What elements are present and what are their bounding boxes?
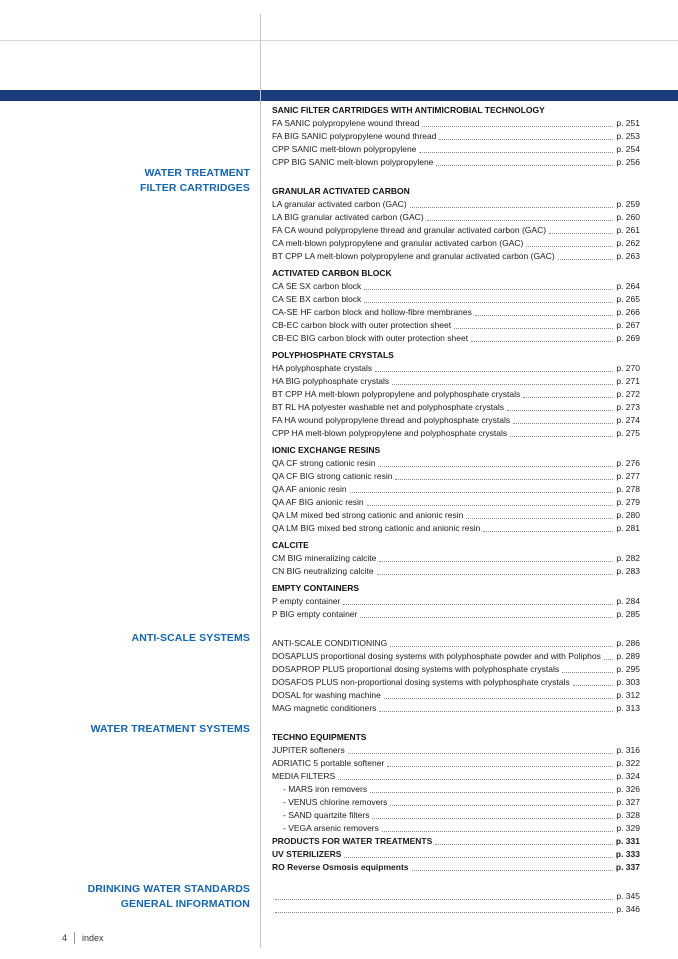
toc-item[interactable] [272,237,640,250]
sidebar-label-line: FILTER CARTRIDGES [139,181,250,194]
toc-item-page: p. 345 [616,891,640,901]
toc-item-label: QA LM mixed bed strong cationic and anionic resin [272,510,464,520]
dotted-leader [526,246,613,247]
toc-item[interactable] [272,903,640,916]
toc-group [272,890,640,916]
toc-item-page: p. 324 [616,771,640,781]
toc-item-label: FA BIG SANIC polypropylene wound thread [272,131,437,141]
toc-item-page: p. 313 [616,703,640,713]
toc-item-page: p. 303 [616,677,640,687]
toc-group [272,267,640,345]
dotted-leader [435,844,613,845]
toc-item-label: HA polyphosphate crystals [272,363,373,373]
toc-group [272,185,640,263]
toc-item-page: p. 278 [616,484,640,494]
toc-item-page: p. 328 [616,810,640,820]
toc-item[interactable] [272,470,640,483]
toc-item[interactable] [272,332,640,345]
toc-item[interactable] [272,822,640,835]
toc-item-page: p. 262 [616,238,640,248]
toc-item[interactable] [272,143,640,156]
toc [272,104,640,916]
dotted-leader [390,805,613,806]
dotted-leader [475,315,614,316]
dotted-leader [427,220,614,221]
toc-item[interactable] [272,496,640,509]
dotted-leader [558,259,614,260]
toc-item[interactable] [272,890,640,903]
toc-group [272,731,640,874]
footer-separator [74,932,75,944]
toc-item-page: p. 285 [616,609,640,619]
toc-group [272,582,640,621]
toc-group-header: GRANULAR ACTIVATED CARBON [272,186,410,196]
toc-item[interactable] [272,224,640,237]
toc-item-page: p. 326 [616,784,640,794]
toc-item-label: - VENUS chlorine removers [283,797,388,807]
toc-item[interactable] [272,306,640,319]
toc-item-page: p. 256 [616,157,640,167]
dotted-leader [436,165,613,166]
toc-item-page: p. 327 [616,797,640,807]
toc-item-page: p. 253 [616,131,640,141]
toc-item-label: CPP SANIC melt-blown polypropylene [272,144,417,154]
toc-item[interactable] [272,293,640,306]
dotted-leader [364,302,613,303]
footer-index-label: index [82,933,104,943]
toc-item-label: DOSAPLUS proportional dosing systems with polyphosphate powder and with Poliphos [272,651,601,661]
dotted-leader [350,492,614,493]
toc-group-header: TECHNO EQUIPMENTS [272,732,367,742]
toc-item[interactable] [272,427,640,440]
toc-item-page: p. 269 [616,333,640,343]
dotted-leader [378,466,613,467]
toc-item-page: p. 274 [616,415,640,425]
toc-item[interactable] [272,676,640,689]
toc-item-page: p. 277 [616,471,640,481]
header-accent-bar [0,90,678,101]
toc-item[interactable] [272,483,640,496]
dotted-leader [387,766,613,767]
toc-group-header: EMPTY CONTAINERS [272,583,360,593]
toc-item-label: CA SE SX carbon block [272,281,362,291]
toc-item[interactable] [272,401,640,414]
toc-item[interactable] [272,457,640,470]
toc-item-label: QA CF strong cationic resin [272,458,376,468]
dotted-leader [562,672,613,673]
toc-item-label: DOSAFOS PLUS non-proportional dosing systems with polyphosphate crystals [272,677,570,687]
toc-item[interactable] [272,414,640,427]
toc-item-label: P BIG empty container [272,609,358,619]
toc-item-label: QA LM BIG mixed bed strong cationic and anionic resin [272,523,481,533]
dotted-leader [549,233,613,234]
dotted-leader [410,207,614,208]
toc-item-label: MEDIA FILTERS [272,771,336,781]
toc-item-label: CA SE BX carbon block [272,294,362,304]
toc-item-page: p. 280 [616,510,640,520]
toc-item[interactable] [272,848,640,861]
toc-group [272,104,640,169]
toc-group-header: CALCITE [272,540,309,550]
toc-group-header: SANIC FILTER CARTRIDGES WITH ANTIMICROBIAL TECHNOLOGY [272,105,545,115]
toc-item-page: p. 329 [616,823,640,833]
toc-item-page: p. 260 [616,212,640,222]
toc-group [272,539,640,578]
footer-page-number: 4 [62,933,68,943]
toc-item-page: p. 331 [615,836,640,846]
toc-item[interactable] [272,375,640,388]
toc-item-label: CB-EC BIG carbon block with outer protection sheet [272,333,469,343]
sidebar-label-line: ANTI-SCALE SYSTEMS [131,632,250,644]
toc-item-label: BT CPP LA melt-blown polypropylene and granular activated carbon (GAC) [272,251,555,261]
toc-item-page: p. 284 [616,596,640,606]
dotted-leader [384,698,614,699]
toc-item-label: QA AF BIG anionic resin [272,497,364,507]
toc-item-page: p. 265 [616,294,640,304]
toc-item-page: p. 273 [616,402,640,412]
sidebar-label-line: WATER TREATMENT SYSTEMS [90,723,250,735]
toc-item-label: CA-SE HF carbon block and hollow-fibre membranes [272,307,472,317]
toc-item-page: p. 346 [616,904,640,914]
toc-item[interactable] [272,770,640,783]
toc-item[interactable] [272,783,640,796]
toc-item-label: FA CA wound polypropylene thread and granular activated carbon (GAC) [272,225,547,235]
toc-item-page: p. 271 [616,376,640,386]
toc-item[interactable] [272,565,640,578]
toc-item[interactable] [272,650,640,663]
toc-item-page: p. 266 [616,307,640,317]
toc-item-page: p. 283 [616,566,640,576]
toc-item-label: QA CF BIG strong cationic resin [272,471,393,481]
toc-item[interactable] [272,637,640,650]
toc-item-label: - MARS iron removers [283,784,368,794]
dotted-leader [375,371,613,372]
dotted-leader [510,436,613,437]
dotted-leader [390,646,613,647]
toc-item-label: BT CPP HA melt-blown polypropylene and polyphosphate crystals [272,389,521,399]
toc-item-page: p. 276 [616,458,640,468]
toc-group-header: ACTIVATED CARBON BLOCK [272,268,392,278]
sidebar-label-water-treatment-systems [91,722,250,737]
dotted-leader [379,711,613,712]
toc-item[interactable] [272,835,640,848]
toc-item-page: p. 295 [616,664,640,674]
dotted-leader [454,328,613,329]
toc-item[interactable] [272,663,640,676]
toc-item-page: p. 251 [616,118,640,128]
dotted-leader [367,505,614,506]
toc-item[interactable] [272,861,640,874]
top-divider-line [0,40,678,41]
dotted-leader [483,531,613,532]
toc-item-page: p. 261 [616,225,640,235]
dotted-leader [523,397,613,398]
sidebar-label-drinking-water-standards-general-information [88,882,250,911]
page-footer [62,932,104,944]
toc-item[interactable] [272,117,640,130]
dotted-leader [275,899,613,900]
toc-item-label: JUPITER softeners [272,745,345,755]
toc-item-page: p. 263 [616,251,640,261]
toc-item[interactable] [272,702,640,715]
toc-item-label: - VEGA arsenic removers [283,823,379,833]
sidebar-label-anti-scale-systems [132,631,250,646]
dotted-leader [604,659,614,660]
dotted-leader [513,423,613,424]
toc-item-label: DOSAPROP PLUS proportional dosing systems with polyphosphate crystals [272,664,560,674]
toc-item-label: CA melt-blown polypropylene and granular activated carbon (GAC) [272,238,524,248]
toc-item-label: DOSAL for washing machine [272,690,381,700]
toc-item-label: LA BIG granular activated carbon (GAC) [272,212,424,222]
dotted-leader [471,341,613,342]
toc-group [272,444,640,535]
toc-group [272,349,640,440]
toc-item-label: MAG magnetic conditioners [272,703,377,713]
toc-item[interactable] [272,522,640,535]
toc-item[interactable] [272,280,640,293]
dotted-leader [338,779,613,780]
toc-item[interactable] [272,388,640,401]
sidebar-label-line: DRINKING WATER STANDARDS [87,883,250,895]
toc-item-label: P empty container [272,596,341,606]
dotted-leader [377,574,614,575]
toc-item-page: p. 312 [616,690,640,700]
sidebar-label-water-treatment-filter-cartridges [140,166,250,195]
toc-item-page: p. 333 [615,849,640,859]
dotted-leader [372,818,613,819]
toc-item-page: p. 289 [616,651,640,661]
toc-item[interactable] [272,362,640,375]
toc-item[interactable] [272,156,640,169]
toc-item-label: HA BIG polyphosphate crystals [272,376,390,386]
toc-item-label: CPP HA melt-blown polypropylene and polyphosphate crystals [272,428,508,438]
toc-item-page: p. 337 [615,862,640,872]
dotted-leader [507,410,613,411]
toc-item[interactable] [272,509,640,522]
dotted-leader [573,685,614,686]
toc-item-page: p. 259 [616,199,640,209]
toc-group-header: IONIC EXCHANGE RESINS [272,445,381,455]
dotted-leader [422,126,613,127]
dotted-leader [382,831,613,832]
dotted-leader [343,604,613,605]
toc-item-label: ANTI-SCALE CONDITIONING [272,638,388,648]
toc-item-label: CB-EC carbon block with outer protection sheet [272,320,452,330]
toc-item-label: QA AF anionic resin [272,484,347,494]
dotted-leader [439,139,613,140]
dotted-leader [344,857,612,858]
dotted-leader [370,792,613,793]
toc-item-label: FA SANIC polypropylene wound thread [272,118,420,128]
toc-item-page: p. 286 [616,638,640,648]
toc-item-label: LA granular activated carbon (GAC) [272,199,407,209]
dotted-leader [379,561,613,562]
toc-item[interactable] [272,757,640,770]
toc-item[interactable] [272,809,640,822]
toc-item[interactable] [272,689,640,702]
toc-item[interactable] [272,744,640,757]
toc-item-label: UV STERILIZERS [272,849,342,859]
toc-item[interactable] [272,796,640,809]
toc-item[interactable] [272,595,640,608]
toc-item-label: CPP BIG SANIC melt-blown polypropylene [272,157,434,167]
toc-item-page: p. 267 [616,320,640,330]
dotted-leader [412,870,613,871]
dotted-leader [395,479,613,480]
dotted-leader [392,384,613,385]
toc-item[interactable] [272,319,640,332]
dotted-leader [466,518,613,519]
toc-item[interactable] [272,608,640,621]
toc-item-label: CN BIG neutralizing calcite [272,566,374,576]
toc-item-label: RO Reverse Osmosis equipments [272,862,409,872]
toc-item[interactable] [272,130,640,143]
dotted-leader [360,617,613,618]
toc-item[interactable] [272,552,640,565]
toc-item-page: p. 272 [616,389,640,399]
toc-group [272,637,640,715]
column-divider-line [260,14,261,948]
toc-item-label: ADRIATIC 5 portable softener [272,758,385,768]
toc-item-page: p. 270 [616,363,640,373]
toc-item-page: p. 264 [616,281,640,291]
toc-group-header: POLYPHOSPHATE CRYSTALS [272,350,394,360]
toc-item-label: BT RL HA polyester washable net and polyphosphate crystals [272,402,504,412]
toc-item[interactable] [272,211,640,224]
dotted-leader [348,753,614,754]
toc-item[interactable] [272,250,640,263]
dotted-leader [364,289,613,290]
toc-item-page: p. 322 [616,758,640,768]
toc-item-page: p. 281 [616,523,640,533]
toc-item[interactable] [272,198,640,211]
toc-item-label: CM BIG mineralizing calcite [272,553,377,563]
dotted-leader [419,152,613,153]
sidebar-label-line: WATER TREATMENT [144,167,250,179]
toc-item-page: p. 279 [616,497,640,507]
toc-item-label: - SAND quartzite filters [283,810,370,820]
toc-item-page: p. 275 [616,428,640,438]
sidebar-label-line: GENERAL INFORMATION [120,897,250,910]
toc-item-label: PRODUCTS FOR WATER TREATMENTS [272,836,433,846]
toc-item-page: p. 282 [616,553,640,563]
toc-item-page: p. 254 [616,144,640,154]
toc-item-label: FA HA wound polypropylene thread and polyphosphate crystals [272,415,511,425]
toc-item-page: p. 316 [616,745,640,755]
dotted-leader [275,912,613,913]
